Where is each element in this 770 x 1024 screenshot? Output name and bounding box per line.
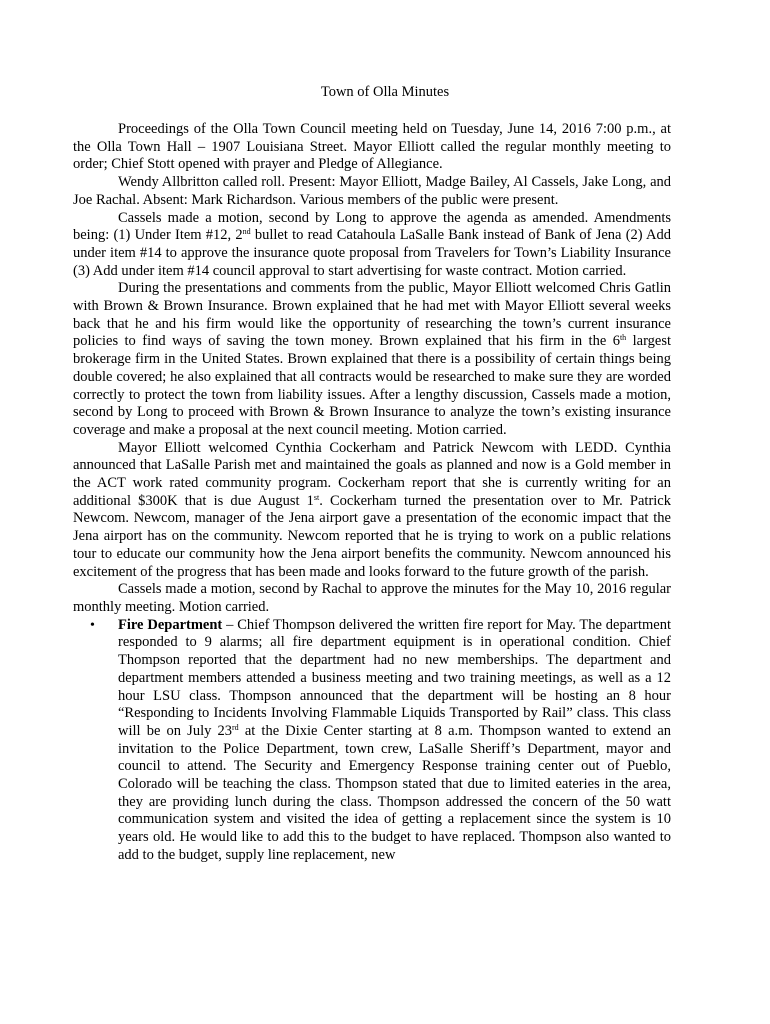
paragraph-ledd-presentation: Mayor Elliott welcomed Cynthia Cockerham and Patrick Newcom with LEDD. Cynthia announced that LaSalle Parish met and maintained the goals as planned and now is a Gold member in the ACT work rated community program. Cockerham report that she is currently writing for an additional $300K that is due August 1st. Cockerham turned the presentation over to Mr. Patrick Newcom. Newcom, manager of the Jena airport gave a presentation of the economic impact that the Jena airport has on the community. Newcom reported that he is trying to work on a public relations tour to educate our community how the Jena airport benefits the community. Newcom announced his excitement of the progress that has been made and looks forward to the future growth of the parish. <box>73 439 671 580</box>
document-body <box>73 121 671 865</box>
fire-department-heading: Fire Department <box>118 616 223 633</box>
paragraph-roll-call: Wendy Allbritton called roll. Present: Mayor Elliott, Madge Bailey, Al Cassels, Jake Long, and Joe Rachal. Absent: Mark Richardson. Various members of the public were present. <box>73 174 671 208</box>
paragraph-insurance-presentation: During the presentations and comments from the public, Mayor Elliott welcomed Chris Gatlin with Brown & Brown Insurance. Brown explained that he had met with Mayor Elliott several weeks back that he and his firm would like the opportunity of researching the town’s current insurance policies to find ways of saving the town money. Brown explained that his firm in the 6th largest brokerage firm in the United States. Brown explained that there is a possibility of certain things being double covered; he also explained that all contracts would be researched to make sure they are worded correctly to protect the town from liability issues. After a lengthy discussion, Cassels made a motion, second by Long to proceed with Brown & Brown Insurance to analyze the town’s existing insurance coverage and make a proposal at the next council meeting. Motion carried. <box>73 280 672 438</box>
document-title: Town of Olla Minutes <box>320 84 450 100</box>
bullet-icon: • <box>90 617 95 633</box>
list-item-fire-department: • Fire Department – Chief Thompson delivered the written fire report for May. The department responded to 9 alarms; all fire department equipment is in operational condition. Chief Thompson reported that the department had no new memberships. The department and department members attended a business meeting and two training meetings, as well as a 12 hour LSU class. Thompson announced that the department will be hosting an 8 hour “Responding to Incidents Involving Flammable Liquids Transported by Rail” class. This class will be on July 23rd at the Dixie Center starting at 8 a.m. Thompson wanted to extend an invitation to the Police Department, town crew, LaSalle Sheriff’s Department, mayor and council to attend. The Security and Emergency Response training center out of Pueblo, Colorado will be teaching the class. Thompson stated that due to limited eateries in the area, they are providing lunch during the class. Thompson addressed the concern of the 50 watt communication system and visited the idea of getting a replacement since the system is 10 years old. He would like to add this to the budget to have replaced. Thompson also wanted to add to the budget, supply line replacement, new <box>90 616 672 863</box>
paragraph-agenda-amendments: Cassels made a motion, second by Long to approve the agenda as amended. Amendments being: (1) Under Item #12, 2nd bullet to read Catahoula LaSalle Bank instead of Bank of Jena (2) Add under item #14 to approve the insurance quote proposal from Travelers for Town’s Liability Insurance (3) Add under item #14 council approval to start advertising for waste contract. Motion carried. <box>73 209 671 279</box>
paragraph-minutes-approval: Cassels made a motion, second by Rachal to approve the minutes for the May 10, 2016 regular monthly meeting. Motion carried. <box>73 581 671 615</box>
paragraph-call-to-order: Proceedings of the Olla Town Council meeting held on Tuesday, June 14, 2016 7:00 p.m., at the Olla Town Hall – 1907 Louisiana Street. Mayor Elliott called the regular monthly meeting to order; Chief Stott opened with prayer and Pledge of Allegiance. <box>73 121 671 173</box>
report-list <box>73 617 671 865</box>
